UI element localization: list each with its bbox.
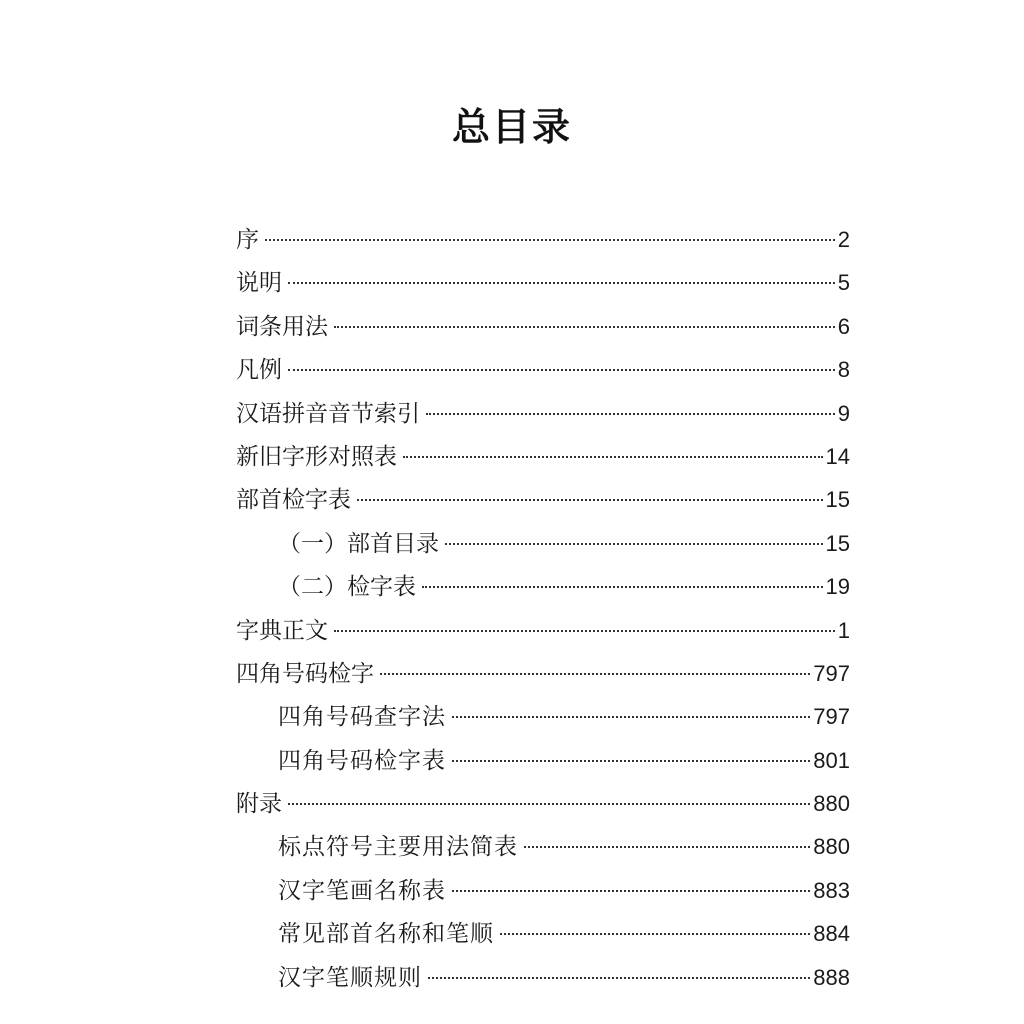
toc-entry-label: 四角号码检字 bbox=[236, 660, 374, 687]
dot-leader bbox=[334, 326, 835, 328]
toc-subentry-stroke-names bbox=[236, 869, 850, 912]
toc-entry-label: 序 bbox=[236, 227, 259, 253]
dot-leader bbox=[265, 239, 835, 241]
toc-entry-label: 部首检字表 bbox=[236, 487, 351, 514]
toc-entry-page: 6 bbox=[837, 313, 850, 339]
dot-leader bbox=[452, 890, 810, 892]
dot-leader bbox=[452, 760, 810, 762]
toc-entry-page: 880 bbox=[813, 834, 850, 860]
dot-leader bbox=[334, 630, 835, 632]
toc-entry-page: 797 bbox=[813, 704, 850, 730]
toc-subentry-four-corner-table bbox=[236, 739, 850, 782]
toc-entry-page: 883 bbox=[813, 877, 850, 903]
dot-leader bbox=[426, 413, 835, 415]
toc-entry-page: 9 bbox=[837, 400, 850, 426]
toc-entry-label: 汉字笔顺规则 bbox=[278, 964, 422, 991]
toc-entry-label: 附录 bbox=[236, 791, 282, 818]
toc-entry-label: 新旧字形对照表 bbox=[236, 443, 397, 470]
toc-entry-label: 凡例 bbox=[236, 357, 282, 384]
toc-entry-page: 15 bbox=[825, 487, 850, 513]
toc-entry-appendix bbox=[236, 782, 850, 825]
dot-leader bbox=[500, 933, 810, 935]
toc-entry-label: 汉字笔画名称表 bbox=[278, 877, 446, 904]
toc-entry-label: 词条用法 bbox=[236, 313, 328, 340]
toc-entry-label: 四角号码检字表 bbox=[278, 747, 446, 774]
toc-entry-page: 5 bbox=[837, 270, 850, 296]
table-of-contents bbox=[236, 218, 850, 999]
toc-entry-label: 标点符号主要用法简表 bbox=[278, 834, 518, 861]
toc-entry-page: 1 bbox=[837, 617, 850, 643]
dot-leader bbox=[524, 846, 810, 848]
toc-subentry-stroke-order-rules bbox=[236, 956, 850, 999]
toc-entry-main-text bbox=[236, 609, 850, 652]
toc-entry-page: 884 bbox=[813, 921, 850, 947]
toc-entry-page: 15 bbox=[825, 530, 850, 556]
toc-entry-radical-index bbox=[236, 478, 850, 521]
dot-leader bbox=[288, 803, 810, 805]
toc-entry-label: 字典正文 bbox=[236, 617, 328, 644]
toc-entry-page: 801 bbox=[813, 747, 850, 773]
toc-entry-pinyin-index bbox=[236, 392, 850, 435]
toc-entry-label: 常见部首名称和笔顺 bbox=[278, 921, 494, 948]
toc-entry-page: 19 bbox=[825, 574, 850, 600]
dot-leader bbox=[428, 977, 810, 979]
dot-leader bbox=[357, 499, 823, 501]
toc-entry-preface bbox=[236, 218, 850, 261]
toc-entry-page: 2 bbox=[837, 227, 850, 252]
toc-entry-label: 汉语拼音音节索引 bbox=[236, 400, 420, 427]
toc-entry-page: 797 bbox=[813, 660, 850, 686]
toc-subentry-character-index bbox=[236, 565, 850, 608]
toc-entry-page: 880 bbox=[813, 791, 850, 817]
toc-entry-conventions bbox=[236, 348, 850, 391]
dot-leader bbox=[422, 586, 823, 588]
toc-entry-page: 888 bbox=[813, 964, 850, 990]
toc-entry-explanation bbox=[236, 261, 850, 304]
toc-subentry-radical-list bbox=[236, 522, 850, 565]
dot-leader bbox=[452, 716, 810, 718]
toc-subentry-radical-names bbox=[236, 912, 850, 955]
toc-subentry-four-corner-method bbox=[236, 695, 850, 738]
toc-entry-page: 8 bbox=[837, 357, 850, 383]
toc-entry-glyph-comparison bbox=[236, 435, 850, 478]
dot-leader bbox=[403, 456, 823, 458]
dot-leader bbox=[445, 543, 823, 545]
toc-entry-label: （一）部首目录 bbox=[278, 530, 439, 557]
toc-entry-four-corner-index bbox=[236, 652, 850, 695]
dot-leader bbox=[288, 369, 835, 371]
toc-entry-label: （二）检字表 bbox=[278, 574, 416, 601]
dot-leader bbox=[288, 282, 835, 284]
toc-entry-entry-usage bbox=[236, 305, 850, 348]
toc-entry-label: 说明 bbox=[236, 270, 282, 297]
toc-entry-label: 四角号码查字法 bbox=[278, 704, 446, 731]
dot-leader bbox=[380, 673, 810, 675]
toc-entry-page: 14 bbox=[825, 443, 850, 469]
page-title: 总目录 bbox=[451, 105, 572, 149]
toc-subentry-punctuation-table bbox=[236, 825, 850, 868]
